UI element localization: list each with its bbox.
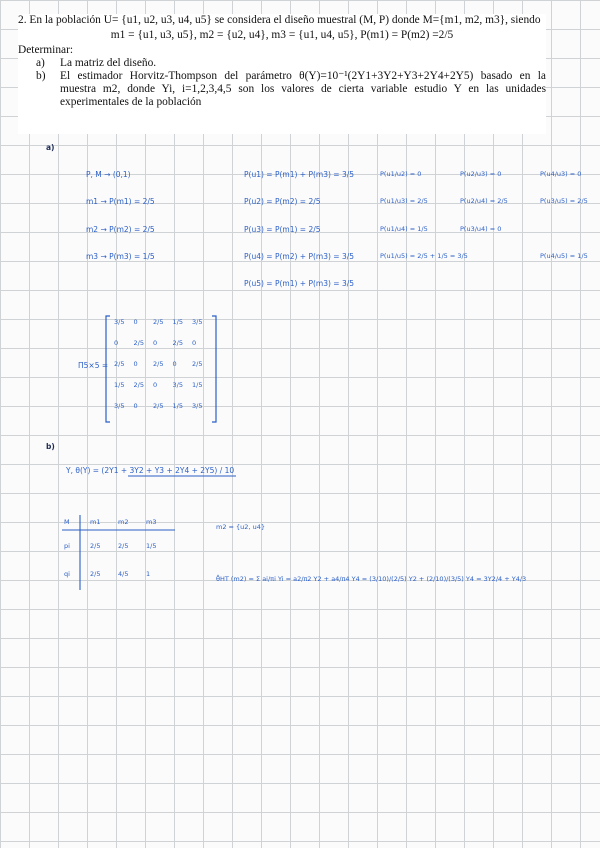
table-row-label: qi — [64, 570, 70, 578]
matrix-cell: 2/5 — [114, 360, 125, 368]
matrix-cell: 2/5 — [153, 318, 164, 326]
table-header: m1 — [90, 518, 101, 526]
matrix-cell: 3/5 — [114, 318, 125, 326]
table-cell: 4/5 — [118, 570, 129, 578]
matrix-cell: 3/5 — [192, 318, 203, 326]
table-cell: 2/5 — [90, 542, 101, 550]
theta-definition: Y, θ(Y) = (2Y1 + 3Y2 + Y3 + 2Y4 + 2Y5) / 10 — [66, 466, 235, 475]
part-a-label: a) — [46, 143, 55, 152]
matrix-cell: 1/5 — [192, 381, 203, 389]
inclusion-probability: P(u3) = P(m1) = 2/5 — [244, 225, 321, 234]
part-b-label: b) — [46, 442, 55, 451]
matrix-cell: 0 — [153, 381, 158, 389]
joint-probability: P(u3/u4) = 0 — [460, 225, 502, 233]
joint-probability: P(u4/u3) = 0 — [540, 170, 582, 178]
matrix-cell: 2/5 — [192, 360, 203, 368]
matrix-cell: 1/5 — [172, 318, 183, 326]
matrix-cell: 2/5 — [172, 339, 183, 347]
task-item-label: b) — [36, 70, 46, 82]
table-cell: 2/5 — [118, 542, 129, 550]
task-item-label: a) — [36, 57, 45, 69]
joint-probability: P(u1/u4) = 1/5 — [380, 225, 428, 233]
joint-probability: P(u1/u3) = 2/5 — [380, 197, 428, 205]
table-cell: 1 — [146, 570, 151, 578]
matrix-cell: 0 — [133, 360, 138, 368]
joint-probability: P(u1/u5) = 2/5 + 1/5 = 3/5 — [380, 252, 468, 260]
matrix-cell: 2/5 — [133, 381, 144, 389]
matrix-cell: 3/5 — [192, 402, 203, 410]
table-row-label: pi — [64, 542, 70, 550]
inclusion-probability: P(u1) = P(m1) + P(m3) = 3/5 — [244, 170, 355, 179]
m2-set: m2 = {u2, u4} — [216, 523, 265, 531]
table-cell: 1/5 — [146, 542, 157, 550]
design-line: m3 → P(m3) = 1/5 — [86, 252, 155, 261]
joint-probability: P(u3/u5) = 2/5 — [540, 197, 588, 205]
joint-probability: P(u4/u5) = 1/5 — [540, 252, 588, 260]
matrix-cell: 0 — [172, 360, 177, 368]
matrix-cell: 1/5 — [114, 381, 125, 389]
determinar-label: Determinar: — [18, 44, 74, 56]
matrix-cell: 3/5 — [172, 381, 183, 389]
design-line: m2 → P(m2) = 2/5 — [86, 225, 155, 234]
table-cell: 2/5 — [90, 570, 101, 578]
matrix-cell: 2/5 — [153, 402, 164, 410]
design-line: m1 → P(m1) = 2/5 — [86, 197, 155, 206]
joint-probability: P(u2/u3) = 0 — [460, 170, 502, 178]
table-header: m3 — [146, 518, 157, 526]
problem-statement: 2. En la población U= {u1, u2, u3, u4, u5} se considera el diseño muestral (M, P) donde M={m1, m2, m3}, siendo — [18, 14, 541, 26]
matrix-cell: 1/5 — [172, 402, 183, 410]
task-item-text: La matriz del diseño. — [60, 57, 157, 69]
matrix-cell: 2/5 — [133, 339, 144, 347]
table-header: M — [64, 518, 70, 526]
joint-probability: P(u1/u2) = 0 — [380, 170, 422, 178]
ht-estimator: θ̂HT (m2) = Σ ai/πi Yi = a2/π2 Y2 + a4/π4 Y4 = (3/10)/(2/5) Y2 + (2/10)/(3/5) Y4 = 3Y2/4 + Y4/3 — [216, 575, 527, 583]
joint-probability: P(u2/u4) = 2/5 — [460, 197, 508, 205]
matrix-cell: 2/5 — [153, 360, 164, 368]
design-line: P, M → (0,1) — [86, 170, 131, 179]
matrix-cell: 3/5 — [114, 402, 125, 410]
matrix-cell: 0 — [192, 339, 197, 347]
task-item-text: El estimador Horvitz-Thompson del parámetro θ(Y)=10⁻¹(2Y1+3Y2+Y3+2Y4+2Y5) basado en la muestra m2, donde Yi, i=1,2,3,4,5 son los valores de cierta variable estudio Y en las unidades experimentales de la población — [60, 70, 546, 108]
samples-definition: m1 = {u1, u3, u5}, m2 = {u2, u4}, m3 = {u1, u4, u5}, P(m1) = P(m2) =2/5 — [110, 29, 454, 41]
matrix-label: Π5×5 = — [78, 361, 109, 370]
inclusion-probability: P(u5) = P(m1) + P(m3) = 3/5 — [244, 279, 355, 288]
inclusion-probability: P(u2) = P(m2) = 2/5 — [244, 197, 321, 206]
inclusion-probability: P(u4) = P(m2) + P(m3) = 3/5 — [244, 252, 355, 261]
matrix-cell: 0 — [153, 339, 158, 347]
matrix-cell: 0 — [114, 339, 119, 347]
matrix-cell: 0 — [133, 402, 138, 410]
matrix-cell: 0 — [133, 318, 138, 326]
table-header: m2 — [118, 518, 129, 526]
